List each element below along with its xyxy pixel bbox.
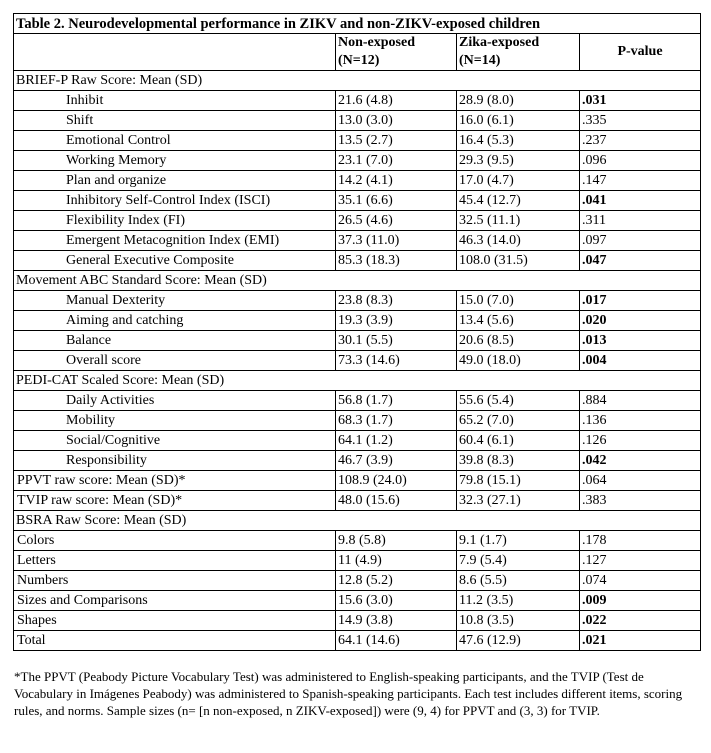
- p-value: .127: [580, 551, 701, 571]
- zika-exposed-value: 49.0 (18.0): [457, 351, 580, 371]
- zika-exposed-value: 17.0 (4.7): [457, 171, 580, 191]
- measure-label: Sizes and Comparisons: [14, 591, 336, 611]
- p-value: .237: [580, 131, 701, 151]
- measure-label: Aiming and catching: [14, 311, 336, 331]
- measure-label: Overall score: [14, 351, 336, 371]
- table-row: [14, 451, 701, 471]
- zika-exposed-value: 15.0 (7.0): [457, 291, 580, 311]
- measure-label: Inhibit: [14, 91, 336, 111]
- table-row: [14, 491, 701, 511]
- p-value: .335: [580, 111, 701, 131]
- p-value: .047: [580, 251, 701, 271]
- measure-label: Emotional Control: [14, 131, 336, 151]
- p-value: .074: [580, 571, 701, 591]
- zika-exposed-value: 79.8 (15.1): [457, 471, 580, 491]
- non-exposed-value: 15.6 (3.0): [336, 591, 457, 611]
- zika-exposed-value: 32.3 (27.1): [457, 491, 580, 511]
- measure-label: Emergent Metacognition Index (EMI): [14, 231, 336, 251]
- measure-label: General Executive Composite: [14, 251, 336, 271]
- zika-exposed-value: 45.4 (12.7): [457, 191, 580, 211]
- p-value: .020: [580, 311, 701, 331]
- non-exposed-value: 48.0 (15.6): [336, 491, 457, 511]
- measure-label: Shapes: [14, 611, 336, 631]
- p-value: .178: [580, 531, 701, 551]
- non-exposed-value: 56.8 (1.7): [336, 391, 457, 411]
- section-label: Movement ABC Standard Score: Mean (SD): [14, 271, 701, 291]
- section-label: BSRA Raw Score: Mean (SD): [14, 511, 701, 531]
- p-value: .126: [580, 431, 701, 451]
- table-row: [14, 611, 701, 631]
- p-value: .004: [580, 351, 701, 371]
- section-label: PEDI-CAT Scaled Score: Mean (SD): [14, 371, 701, 391]
- non-exposed-value: 108.9 (24.0): [336, 471, 457, 491]
- zika-exposed-value: 10.8 (3.5): [457, 611, 580, 631]
- measure-label: Shift: [14, 111, 336, 131]
- table-row: [14, 571, 701, 591]
- table-caption: Table 2. Neurodevelopmental performance in ZIKV and non-ZIKV-exposed children: [14, 14, 701, 34]
- table-row: [14, 171, 701, 191]
- non-exposed-value: 73.3 (14.6): [336, 351, 457, 371]
- non-exposed-value: 14.9 (3.8): [336, 611, 457, 631]
- non-exposed-value: 46.7 (3.9): [336, 451, 457, 471]
- non-exposed-value: 14.2 (4.1): [336, 171, 457, 191]
- table-row: [14, 351, 701, 371]
- non-exposed-value: 26.5 (4.6): [336, 211, 457, 231]
- non-exposed-value: 68.3 (1.7): [336, 411, 457, 431]
- p-value-header: P-value: [580, 34, 701, 71]
- measure-label: Inhibitory Self-Control Index (ISCI): [14, 191, 336, 211]
- table-row: [14, 331, 701, 351]
- section-header-row: [14, 271, 701, 291]
- table-row: [14, 591, 701, 611]
- table-row: [14, 231, 701, 251]
- non-exposed-value: 13.5 (2.7): [336, 131, 457, 151]
- table-row: [14, 531, 701, 551]
- measure-label: Numbers: [14, 571, 336, 591]
- table-row: [14, 631, 701, 651]
- measure-label: Flexibility Index (FI): [14, 211, 336, 231]
- zika-exposed-header: Zika-exposed (N=14): [457, 34, 580, 71]
- p-value: .031: [580, 91, 701, 111]
- zika-exposed-value: 108.0 (31.5): [457, 251, 580, 271]
- non-exposed-value: 64.1 (1.2): [336, 431, 457, 451]
- p-value: .147: [580, 171, 701, 191]
- non-exposed-value: 19.3 (3.9): [336, 311, 457, 331]
- section-header-row: [14, 371, 701, 391]
- p-value: .311: [580, 211, 701, 231]
- measure-label: TVIP raw score: Mean (SD)*: [14, 491, 336, 511]
- table-row: [14, 131, 701, 151]
- table-row: [14, 111, 701, 131]
- table-footnote: *The PPVT (Peabody Picture Vocabulary Test) was administered to English-speaking participants, and the TVIP (Test de Vocabulary in Imágenes Peabody) was administered to Spanish-speaking participants. Each test includes different items, scoring rules, and norms. Sample sizes (n= [n non-exposed, n ZIKV-exposed]) were (9, 4) for PPVT and (3, 3) for TVIP.: [14, 669, 683, 718]
- section-label: BRIEF-P Raw Score: Mean (SD): [14, 71, 701, 91]
- zika-exposed-value: 46.3 (14.0): [457, 231, 580, 251]
- p-value: .884: [580, 391, 701, 411]
- zika-exposed-value: 16.0 (6.1): [457, 111, 580, 131]
- non-exposed-value: 13.0 (3.0): [336, 111, 457, 131]
- zika-exposed-value: 9.1 (1.7): [457, 531, 580, 551]
- table-row: [14, 291, 701, 311]
- non-exposed-value: 30.1 (5.5): [336, 331, 457, 351]
- table-row: [14, 251, 701, 271]
- zika-exposed-value: 28.9 (8.0): [457, 91, 580, 111]
- table-row: [14, 191, 701, 211]
- table-row: [14, 391, 701, 411]
- p-value: .013: [580, 331, 701, 351]
- measure-label: Plan and organize: [14, 171, 336, 191]
- non-exposed-value: 85.3 (18.3): [336, 251, 457, 271]
- non-exposed-value: 23.1 (7.0): [336, 151, 457, 171]
- non-exposed-value: 64.1 (14.6): [336, 631, 457, 651]
- non-exposed-value: 11 (4.9): [336, 551, 457, 571]
- zika-exposed-value: 60.4 (6.1): [457, 431, 580, 451]
- zika-exposed-value: 39.8 (8.3): [457, 451, 580, 471]
- p-value: .383: [580, 491, 701, 511]
- column-header-row: [14, 34, 701, 71]
- zika-exposed-value: 7.9 (5.4): [457, 551, 580, 571]
- section-header-row: [14, 71, 701, 91]
- section-header-row: [14, 511, 701, 531]
- non-exposed-value: 35.1 (6.6): [336, 191, 457, 211]
- table-row: [14, 91, 701, 111]
- measure-header: [14, 34, 336, 71]
- p-value: .017: [580, 291, 701, 311]
- measure-label: Responsibility: [14, 451, 336, 471]
- non-exposed-value: 12.8 (5.2): [336, 571, 457, 591]
- p-value: .042: [580, 451, 701, 471]
- p-value: .041: [580, 191, 701, 211]
- measure-label: Colors: [14, 531, 336, 551]
- table-row: [14, 311, 701, 331]
- non-exposed-value: 23.8 (8.3): [336, 291, 457, 311]
- table-row: [14, 211, 701, 231]
- p-value: .097: [580, 231, 701, 251]
- measure-label: Working Memory: [14, 151, 336, 171]
- table-row: [14, 431, 701, 451]
- table-row: [14, 411, 701, 431]
- table-row: [14, 551, 701, 571]
- measure-label: Total: [14, 631, 336, 651]
- non-exposed-header: Non-exposed (N=12): [336, 34, 457, 71]
- p-value: .136: [580, 411, 701, 431]
- p-value: .022: [580, 611, 701, 631]
- zika-exposed-value: 47.6 (12.9): [457, 631, 580, 651]
- p-value: .021: [580, 631, 701, 651]
- zika-exposed-value: 65.2 (7.0): [457, 411, 580, 431]
- non-exposed-value: 9.8 (5.8): [336, 531, 457, 551]
- zika-exposed-value: 16.4 (5.3): [457, 131, 580, 151]
- measure-label: Social/Cognitive: [14, 431, 336, 451]
- zika-exposed-value: 13.4 (5.6): [457, 311, 580, 331]
- zika-exposed-value: 11.2 (3.5): [457, 591, 580, 611]
- table-row: [14, 151, 701, 171]
- zika-exposed-value: 8.6 (5.5): [457, 571, 580, 591]
- results-table: [13, 13, 701, 651]
- measure-label: Daily Activities: [14, 391, 336, 411]
- non-exposed-value: 37.3 (11.0): [336, 231, 457, 251]
- measure-label: Letters: [14, 551, 336, 571]
- p-value: .064: [580, 471, 701, 491]
- zika-exposed-value: 32.5 (11.1): [457, 211, 580, 231]
- measure-label: Balance: [14, 331, 336, 351]
- p-value: .009: [580, 591, 701, 611]
- measure-label: PPVT raw score: Mean (SD)*: [14, 471, 336, 491]
- measure-label: Manual Dexterity: [14, 291, 336, 311]
- measure-label: Mobility: [14, 411, 336, 431]
- non-exposed-value: 21.6 (4.8): [336, 91, 457, 111]
- zika-exposed-value: 55.6 (5.4): [457, 391, 580, 411]
- zika-exposed-value: 20.6 (8.5): [457, 331, 580, 351]
- p-value: .096: [580, 151, 701, 171]
- zika-exposed-value: 29.3 (9.5): [457, 151, 580, 171]
- table-row: [14, 471, 701, 491]
